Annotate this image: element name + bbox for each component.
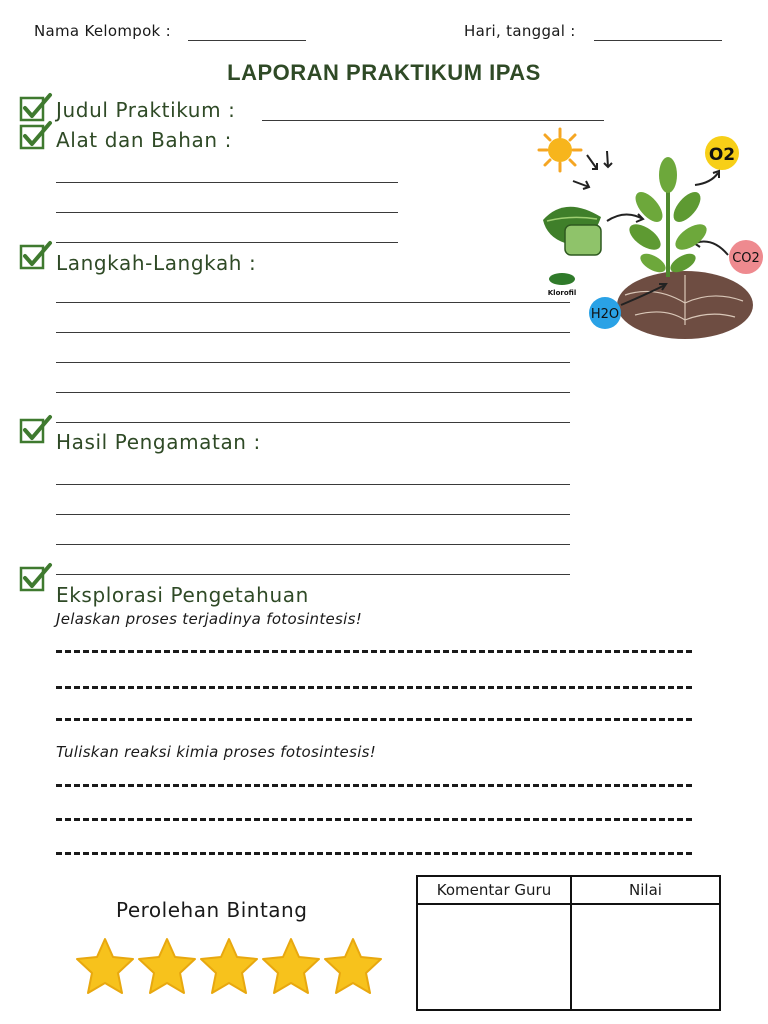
group-name-field[interactable] [188,40,306,41]
svg-text:O2: O2 [708,145,736,165]
hasil-line[interactable] [56,574,570,575]
langkah-line[interactable] [56,392,570,393]
langkah-line[interactable] [56,422,570,423]
judul-field[interactable] [262,120,604,121]
answer-line[interactable] [56,852,692,855]
sun-icon [539,129,581,171]
star-icon[interactable] [74,936,136,998]
answer-line[interactable] [56,686,692,689]
question-1: Jelaskan proses terjadinya fotosintesis! [56,610,363,628]
photosynthesis-illustration [535,125,765,345]
hasil-line[interactable] [56,484,570,485]
answer-line[interactable] [56,650,692,653]
section-eksplorasi-title: Eksplorasi Pengetahuan [56,583,309,607]
question-2: Tuliskan reaksi kimia proses fotosintesis! [56,743,377,761]
checkbox-icon [18,120,54,156]
alat-line[interactable] [56,182,398,183]
stars-label: Perolehan Bintang [116,898,308,922]
water-icon [589,297,621,329]
langkah-line[interactable] [56,362,570,363]
section-alat-title: Alat dan Bahan : [56,128,232,152]
grade-table [416,875,721,1011]
oxygen-icon [705,136,739,170]
score-cell[interactable] [571,904,720,1010]
hasil-line[interactable] [56,544,570,545]
alat-line[interactable] [56,212,398,213]
star-icon[interactable] [136,936,198,998]
section-hasil-title: Hasil Pengamatan : [56,430,261,454]
carbon-dioxide-icon [729,240,763,274]
star-icon[interactable] [260,936,322,998]
chlorophyll-icon [548,273,576,297]
teacher-comment-header: Komentar Guru [417,876,571,904]
checkbox-icon [18,562,54,598]
checkbox-icon [18,240,54,276]
answer-line[interactable] [56,784,692,787]
group-name-label: Nama Kelompok : [34,22,171,40]
section-langkah-title: Langkah-Langkah : [56,251,257,275]
hasil-line[interactable] [56,514,570,515]
leaf-section-icon [543,207,601,255]
answer-line[interactable] [56,718,692,721]
star-icon[interactable] [198,936,260,998]
date-field[interactable] [594,40,722,41]
teacher-comment-cell[interactable] [417,904,571,1010]
section-judul-title: Judul Praktikum : [56,98,236,122]
answer-line[interactable] [56,818,692,821]
checkbox-icon [18,414,54,450]
date-label: Hari, tanggal : [464,22,576,40]
alat-line[interactable] [56,242,398,243]
star-icon[interactable] [322,936,384,998]
svg-text:CO2: CO2 [732,251,760,266]
light-arrow-icon [573,151,612,189]
langkah-line[interactable] [56,332,570,333]
svg-text:Klorofil: Klorofil [547,289,577,297]
svg-text:H2O: H2O [590,307,620,322]
page-title: LAPORAN PRAKTIKUM IPAS [227,60,541,85]
langkah-line[interactable] [56,302,570,303]
score-header: Nilai [571,876,720,904]
